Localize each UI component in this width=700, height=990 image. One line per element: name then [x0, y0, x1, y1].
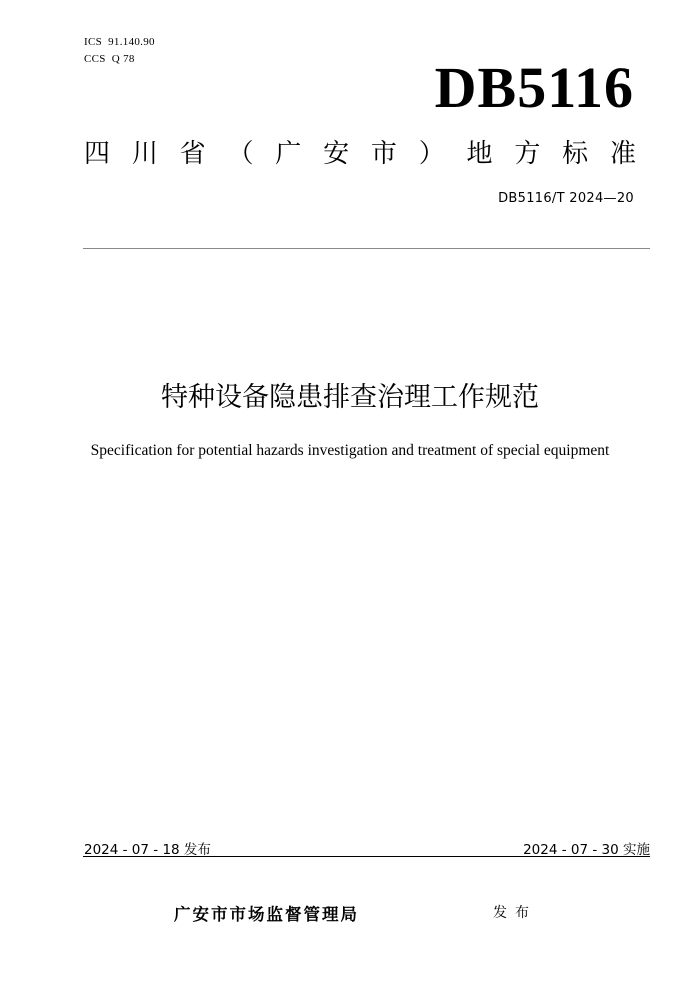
- document-title-chinese: 特种设备隐患排查治理工作规范: [161, 382, 539, 413]
- title-char: 川: [131, 139, 158, 169]
- footer-divider: [83, 856, 650, 857]
- standard-category-title: [84, 138, 636, 170]
- standard-logo: DB5116: [434, 55, 634, 120]
- title-char: 广: [275, 139, 302, 169]
- title-char: ）: [418, 139, 445, 169]
- title-char: 安: [323, 139, 350, 169]
- title-char: 地: [466, 139, 493, 169]
- publish-label: 发布: [493, 905, 537, 921]
- document-title-english: Specification for potential hazards investigation and treatment of special equipment: [90, 442, 610, 459]
- title-char: 方: [514, 139, 541, 169]
- title-char: 准: [609, 139, 636, 169]
- issue-date: 2024 - 07 - 18 发布: [84, 842, 211, 858]
- title-char: 标: [562, 139, 589, 169]
- ccs-code: CCS Q 78: [84, 53, 135, 65]
- ics-code: ICS 91.140.90: [84, 36, 155, 48]
- implementation-date: 2024 - 07 - 30 实施: [523, 842, 650, 858]
- title-char: 四: [84, 139, 111, 169]
- issuing-authority: 广安市市场监督管理局: [174, 905, 359, 924]
- title-char: 市: [370, 139, 397, 169]
- header-divider: [83, 248, 650, 249]
- standard-number: DB5116/T 2024—20: [498, 191, 634, 206]
- title-char: 省: [179, 139, 206, 169]
- title-char: （: [227, 139, 254, 169]
